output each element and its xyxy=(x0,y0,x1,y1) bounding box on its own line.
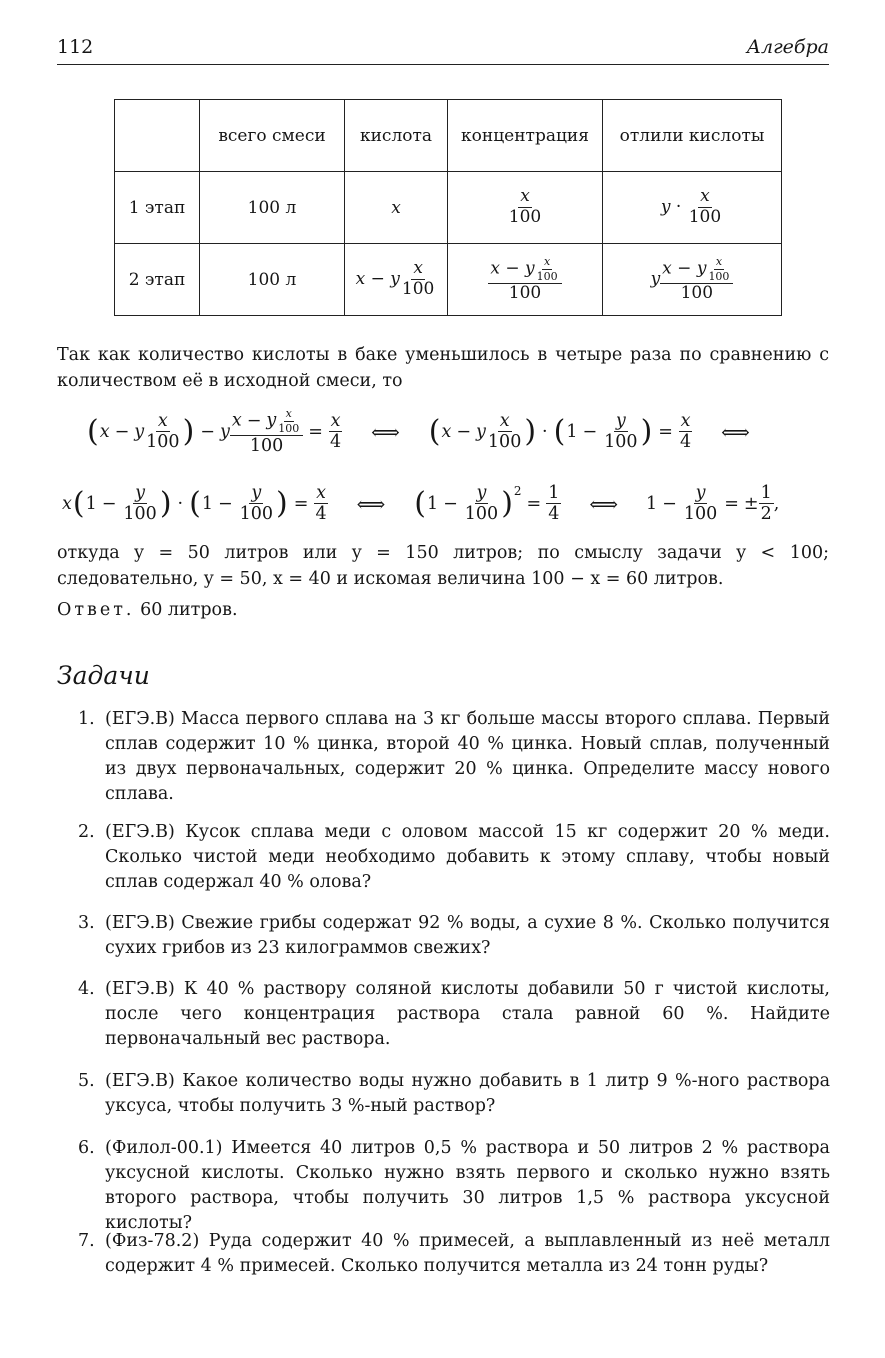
table-cell-total: 100 л xyxy=(200,172,345,244)
table-cell-poured xyxy=(603,244,782,316)
math-symbol: , xyxy=(773,493,780,514)
fraction xyxy=(507,188,543,227)
problem-item xyxy=(78,820,830,895)
problem-item xyxy=(78,911,830,961)
table-cell-total: 100 л xyxy=(200,244,345,316)
math-symbol: 1 xyxy=(760,483,772,503)
fraction xyxy=(486,412,523,452)
math-symbol: = xyxy=(293,493,309,514)
math-symbol: ( xyxy=(553,413,566,449)
table-header-cell: концентрация xyxy=(448,100,603,172)
math-symbol: y xyxy=(696,258,707,279)
table-header-cell: отлили кислоты xyxy=(603,100,782,172)
math-symbol: ⟺ xyxy=(721,419,750,444)
fraction xyxy=(230,408,303,455)
math-symbol: 100 xyxy=(487,432,522,453)
math-symbol: − xyxy=(499,258,526,279)
intro-paragraph: Так как количество кислоты в баке уменьшилось в четыре раза по сравнению с количеством её в исходной смеси, то xyxy=(57,345,829,391)
answer-line xyxy=(57,600,238,620)
fraction xyxy=(238,484,275,524)
math-symbol: x xyxy=(490,258,500,279)
math-symbol: − xyxy=(582,421,598,442)
problem-text: (Физ-78.2) Руда содержит 40 % примесей, а выплавленный из неё металл содержит 4 % примесей. Сколько получится металла из 24 тонн руды? xyxy=(105,1231,830,1276)
math-symbol: x xyxy=(662,258,672,279)
math-symbol: x xyxy=(680,410,691,431)
math-symbol: · xyxy=(542,421,548,442)
math-symbol: 100 xyxy=(146,432,180,453)
fraction xyxy=(678,412,693,452)
math-symbol: 100 xyxy=(680,283,714,304)
problem-text: (ЕГЭ.В) Какое количество воды нужно добавить в 1 литр 9 %-ного раствора уксуса, чтобы получить 3 %-ный раствор? xyxy=(105,1071,830,1116)
fraction xyxy=(602,412,639,452)
math-symbol: y xyxy=(650,269,661,289)
math-symbol: 4 xyxy=(315,504,327,525)
math-symbol: x xyxy=(520,186,530,207)
math-symbol: y xyxy=(390,269,400,289)
table-row xyxy=(115,244,782,316)
problem-number: 2. xyxy=(78,822,95,842)
math-symbol: · xyxy=(177,493,184,514)
math-symbol: − xyxy=(662,493,677,514)
math-symbol: = xyxy=(308,421,323,442)
math-symbol: 2 xyxy=(513,484,522,498)
math-symbol: 100 xyxy=(683,504,718,525)
page-number: 112 xyxy=(57,36,94,58)
table-header-cell: всего смеси xyxy=(200,100,345,172)
fraction xyxy=(687,188,723,227)
fraction xyxy=(276,408,301,434)
math-symbol: 100 xyxy=(123,504,157,525)
problem-item xyxy=(78,1136,830,1236)
math-symbol: 100 xyxy=(688,207,722,227)
math-symbol: x xyxy=(330,410,341,431)
fraction xyxy=(400,260,436,299)
math-symbol: y xyxy=(476,421,486,442)
header-rule xyxy=(57,64,829,65)
problem-text: (ЕГЭ.В) К 40 % раствору соляной кислоты добавили 50 г чистой кислоты, после чего концентрация раствора стала равной 60 %. Найдите первоначальный вес раствора. xyxy=(105,979,830,1049)
problem-item xyxy=(78,1069,830,1119)
math-symbol: x xyxy=(99,421,110,442)
math-symbol: x xyxy=(62,493,72,514)
math-symbol: − xyxy=(114,421,130,442)
math-symbol: x xyxy=(700,186,710,207)
math-symbol: ± xyxy=(743,493,759,514)
table-header-cell: кислота xyxy=(345,100,448,172)
math-symbol: − xyxy=(217,493,233,514)
math-symbol: ( xyxy=(87,413,99,449)
table-cell-acid xyxy=(345,244,448,316)
math-symbol: x xyxy=(499,410,510,431)
problem-item xyxy=(78,707,830,807)
equation-line-2 xyxy=(62,484,779,524)
math-symbol: 100 xyxy=(249,436,284,457)
fraction xyxy=(660,256,733,303)
math-symbol: 1 xyxy=(566,421,578,442)
math-symbol: 100 xyxy=(708,269,730,283)
math-symbol: 1 xyxy=(85,493,97,514)
math-symbol: x xyxy=(285,407,292,420)
math-symbol: − xyxy=(246,410,262,431)
math-symbol: = xyxy=(658,421,673,442)
answer-value: 60 литров. xyxy=(140,600,238,620)
problem-item xyxy=(78,977,830,1052)
math-symbol: 1 xyxy=(646,493,658,514)
problem-text: (ЕГЭ.В) Масса первого сплава на 3 кг больше массы второго сплава. Первый сплав содержит 10 % цинка, второй 40 % цинка. Новый сплав, полученный из двух первоначальных, содержит 20 % цинка. Определите массу нового сплава. xyxy=(105,709,830,804)
math-symbol: 100 xyxy=(239,504,274,525)
math-symbol: 1 xyxy=(201,493,213,514)
math-symbol: 2 xyxy=(760,504,772,525)
problem-text: (ЕГЭ.В) Кусок сплава меди с оловом массой 15 кг содержит 20 % меди. Сколько чистой меди необходимо добавить к этому сплаву, чтобы новый сплав содержал 40 % олова? xyxy=(105,822,830,892)
table-cell-concentration xyxy=(448,172,603,244)
table-row xyxy=(115,172,782,244)
math-symbol: ) xyxy=(159,485,172,521)
fraction xyxy=(546,484,561,524)
math-symbol: ⟺ xyxy=(356,491,386,516)
math-symbol: = xyxy=(526,493,542,514)
math-symbol: y xyxy=(615,410,626,431)
math-symbol: 1 xyxy=(426,493,439,514)
math-symbol: ( xyxy=(414,485,426,521)
problem-number: 4. xyxy=(78,979,95,999)
math-symbol: ) xyxy=(501,485,513,521)
math-symbol: 4 xyxy=(679,432,692,453)
section-title: Задачи xyxy=(57,661,150,690)
math-symbol: x xyxy=(355,269,366,289)
math-symbol: y xyxy=(134,421,145,442)
running-title: Алгебра xyxy=(746,36,829,58)
math-symbol: ( xyxy=(428,413,441,449)
problem-text: (Филол-00.1) Имеется 40 литров 0,5 % раствора и 50 литров 2 % раствора уксусной кислоты. Сколько нужно взять первого и сколько нужно взять второго раствора, чтобы получить 30 литров 1,5 % раствора уксусной кислоты? xyxy=(105,1138,830,1233)
math-symbol: · xyxy=(670,197,687,217)
table-cell-stage: 1 этап xyxy=(115,172,200,244)
table-header-row xyxy=(115,100,782,172)
math-symbol: 100 xyxy=(508,207,542,227)
conclusion-paragraph: откуда y = 50 литров или y = 150 литров; по смыслу задачи y < 100; следовательно, y = 50, x = 40 и искомая величина 100 − x = 60 литров. xyxy=(57,543,829,589)
problem-number: 7. xyxy=(78,1231,95,1251)
fraction xyxy=(328,412,343,452)
math-symbol: ⟺ xyxy=(589,491,619,516)
answer-label: Ответ. xyxy=(57,600,135,620)
math-symbol: 1 xyxy=(548,483,560,503)
math-symbol: y xyxy=(660,197,671,217)
math-symbol: x xyxy=(391,197,401,218)
table-cell-stage: 2 этап xyxy=(115,244,200,316)
fraction xyxy=(759,484,774,524)
math-symbol: ) xyxy=(640,413,653,449)
problem-number: 5. xyxy=(78,1071,95,1091)
math-symbol: ⟺ xyxy=(371,419,400,444)
math-symbol: y xyxy=(266,410,277,431)
table-cell-acid xyxy=(345,172,448,244)
math-symbol: y xyxy=(695,483,706,503)
equation-line-1 xyxy=(86,408,750,455)
math-symbol: 100 xyxy=(278,421,300,435)
fraction xyxy=(488,256,561,303)
math-symbol: 100 xyxy=(536,269,558,283)
table-cell-concentration xyxy=(448,244,603,316)
math-symbol: − xyxy=(443,493,458,514)
math-symbol: − xyxy=(456,421,472,442)
math-symbol: 100 xyxy=(464,504,499,525)
math-symbol: y xyxy=(476,483,487,503)
problem-number: 1. xyxy=(78,709,95,729)
math-symbol: 100 xyxy=(508,283,542,304)
fraction xyxy=(682,484,719,524)
math-symbol: x xyxy=(413,258,423,279)
math-symbol: ) xyxy=(276,485,288,521)
fraction xyxy=(463,484,500,524)
math-symbol: 4 xyxy=(329,432,342,453)
math-symbol: 100 xyxy=(401,279,435,299)
math-symbol: y xyxy=(251,483,262,503)
math-symbol: ) xyxy=(524,413,537,449)
math-symbol: = xyxy=(724,493,739,514)
math-symbol: y xyxy=(219,421,230,442)
table-header-cell xyxy=(115,100,200,172)
fraction xyxy=(706,256,731,282)
problem-number: 6. xyxy=(78,1138,95,1158)
fraction xyxy=(535,256,560,282)
math-symbol: y xyxy=(135,483,146,503)
math-symbol: − xyxy=(200,421,215,442)
math-symbol: − xyxy=(101,493,117,514)
problem-number: 3. xyxy=(78,913,95,933)
mixture-table xyxy=(114,99,782,316)
fraction xyxy=(121,484,158,524)
math-symbol: − xyxy=(671,258,697,279)
problem-item xyxy=(78,1229,830,1279)
math-symbol: − xyxy=(365,269,391,289)
fraction xyxy=(144,412,181,452)
math-symbol: x xyxy=(715,255,723,269)
math-symbol: x xyxy=(157,410,168,431)
math-symbol: 4 xyxy=(548,504,560,525)
math-symbol: y xyxy=(525,258,535,279)
math-symbol: x xyxy=(441,421,452,442)
math-symbol: 100 xyxy=(604,432,638,453)
math-symbol: x xyxy=(231,410,242,431)
math-symbol: x xyxy=(544,255,551,269)
math-symbol: ) xyxy=(182,413,195,449)
math-symbol: ( xyxy=(189,485,201,521)
fraction xyxy=(313,484,328,524)
math-symbol: ( xyxy=(72,485,85,521)
problem-text: (ЕГЭ.В) Свежие грибы содержат 92 % воды, а сухие 8 %. Сколько получится сухих грибов из 23 килограммов свежих? xyxy=(105,913,830,958)
math-symbol: x xyxy=(316,483,326,503)
table-cell-poured xyxy=(603,172,782,244)
